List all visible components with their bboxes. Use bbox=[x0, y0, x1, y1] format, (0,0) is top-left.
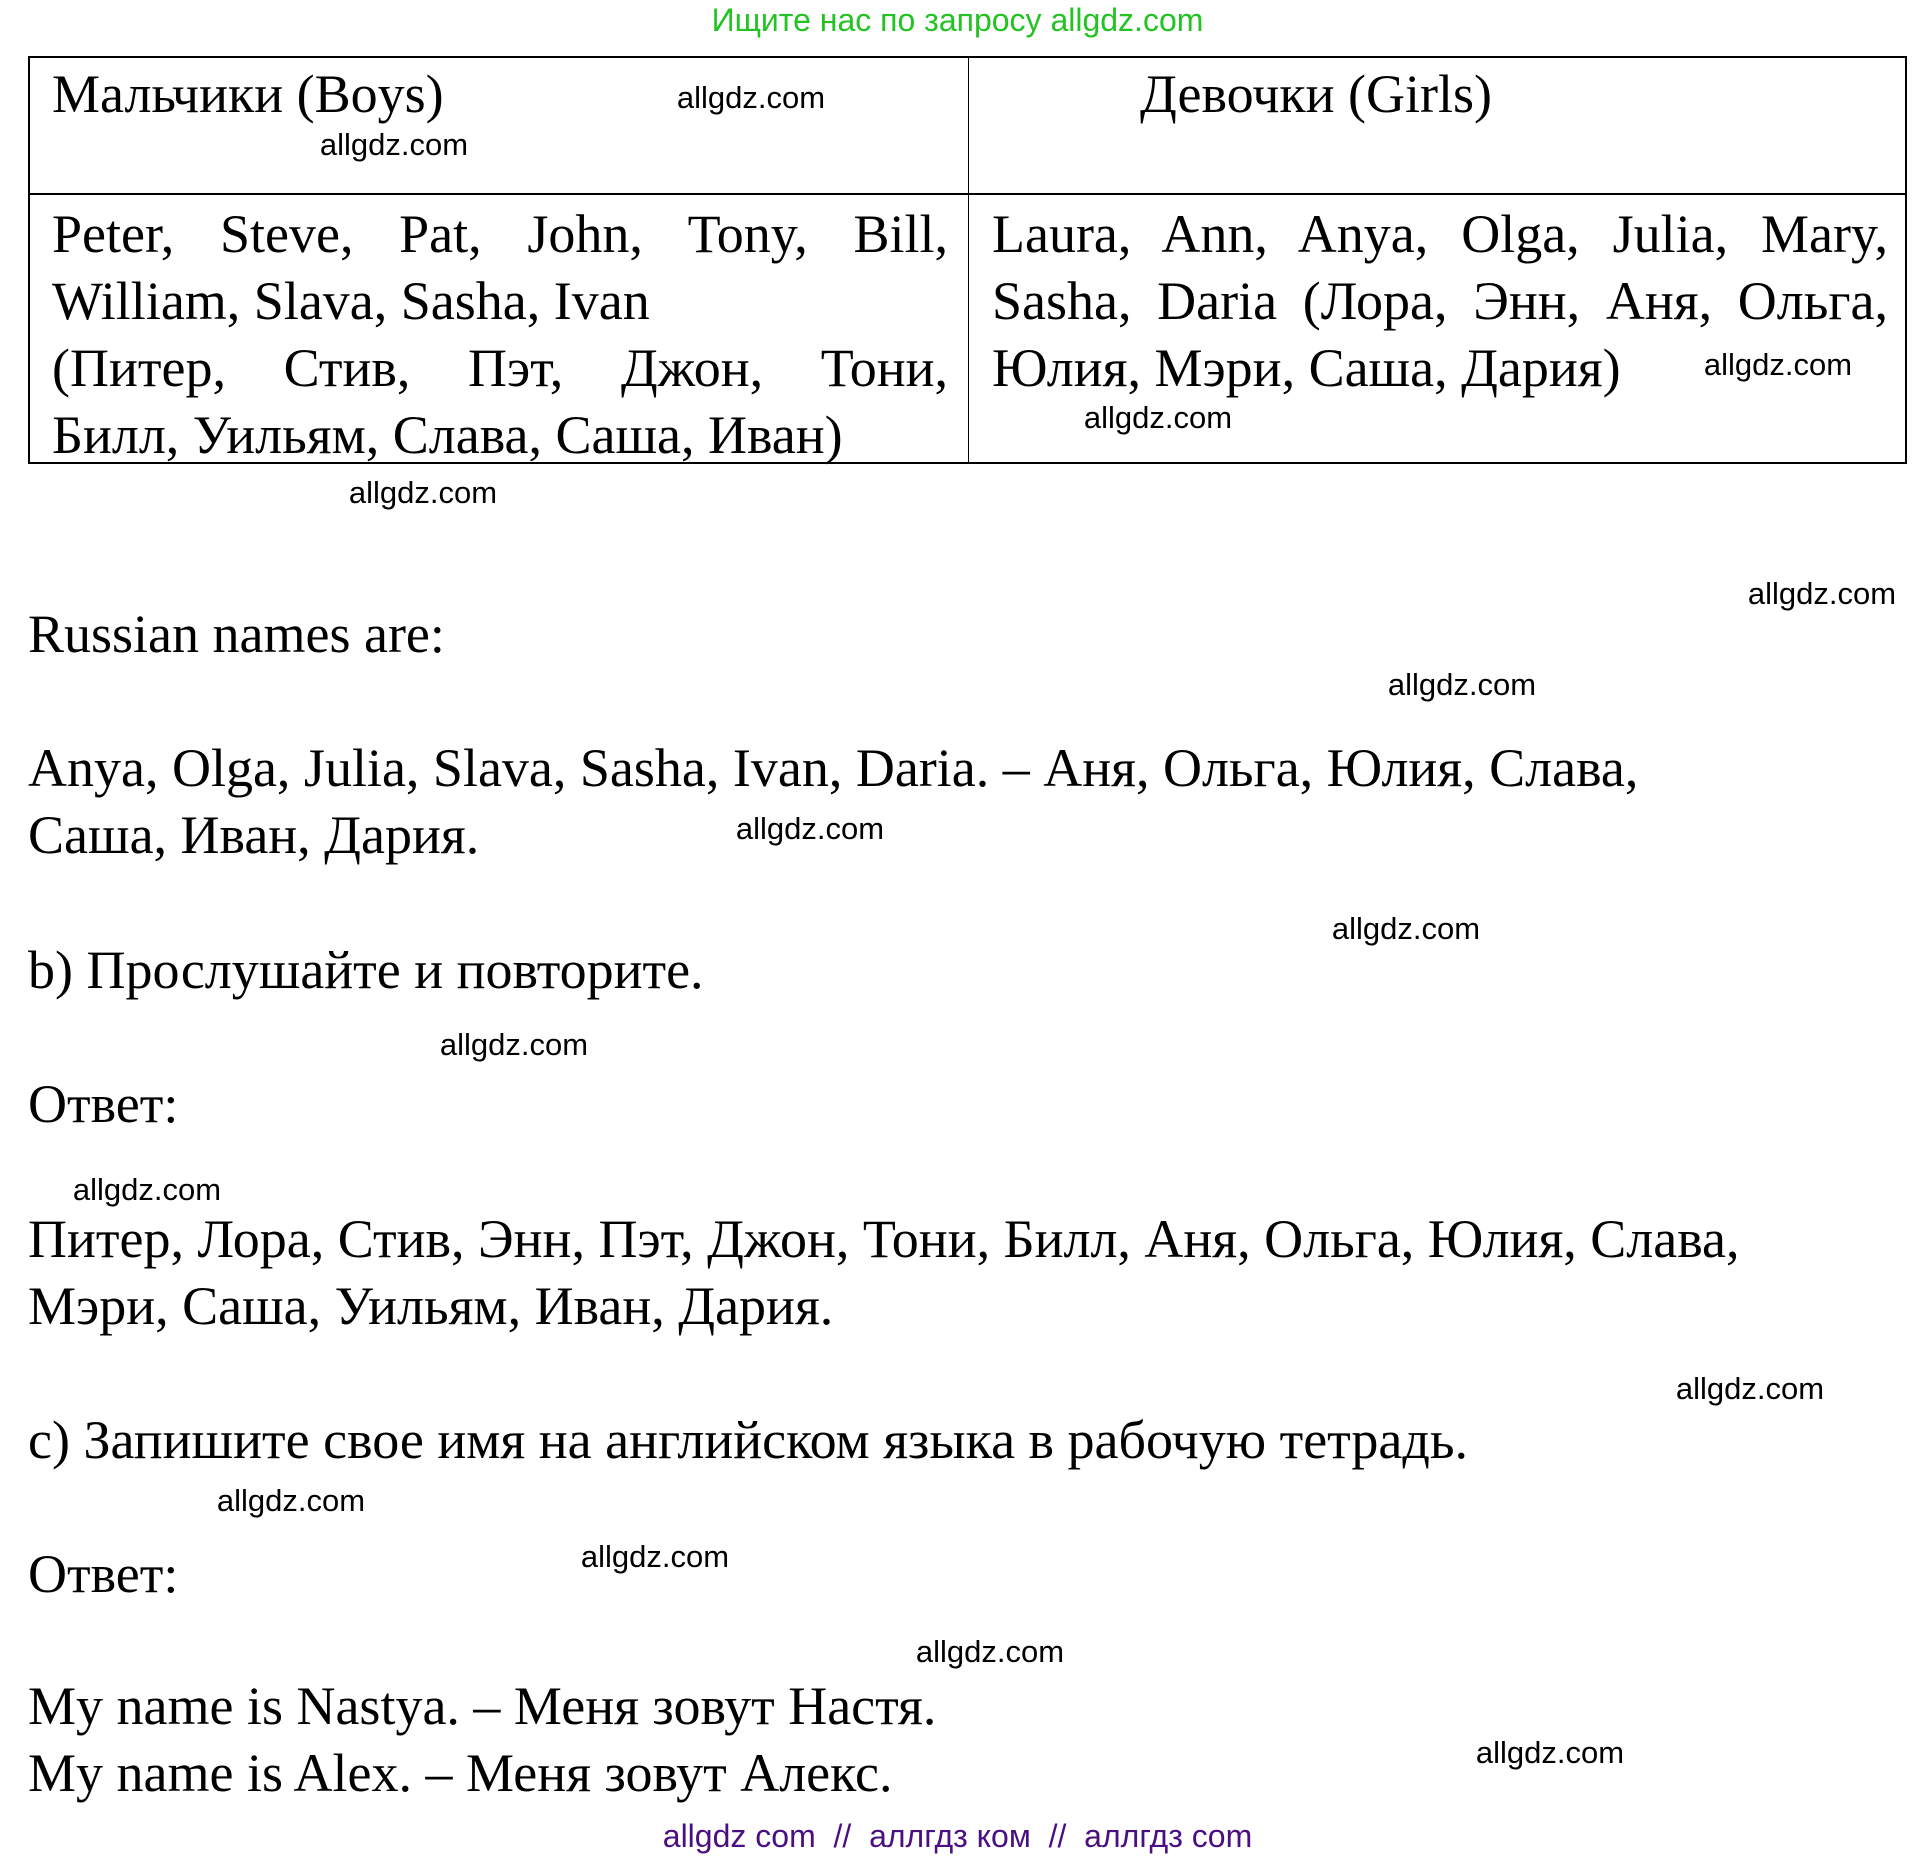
russian-names-heading: Russian names are: bbox=[28, 604, 445, 664]
top-banner: Ищите нас по запросу allgdz.com bbox=[711, 2, 1204, 38]
cell-line: Билл, Уильям, Слава, Саша, Иван) bbox=[52, 405, 843, 465]
names-table bbox=[28, 56, 1907, 464]
watermark: allgdz.com bbox=[1331, 911, 1481, 946]
watermark: allgdz.com bbox=[439, 1027, 589, 1062]
table-column-divider bbox=[968, 58, 969, 462]
boys-cell bbox=[52, 201, 948, 469]
watermark: allgdz.com bbox=[676, 80, 826, 115]
watermark: allgdz.com bbox=[580, 1539, 730, 1574]
watermark: allgdz.com bbox=[735, 811, 885, 846]
watermark: allgdz.com bbox=[1747, 576, 1897, 611]
watermark: allgdz.com bbox=[1083, 400, 1233, 435]
text-line: Саша, Иван, Дария. bbox=[28, 805, 480, 865]
watermark: allgdz.com bbox=[1703, 347, 1853, 382]
watermark: allgdz.com bbox=[1387, 667, 1537, 702]
watermark: allgdz.com bbox=[1675, 1371, 1825, 1406]
cell-line: Юлия, Мэри, Саша, Дария) bbox=[992, 338, 1621, 398]
girls-header: Девочки (Girls) bbox=[1140, 64, 1492, 124]
cell-line: William, Slava, Sasha, Ivan bbox=[52, 271, 650, 331]
text-line: Anya, Olga, Julia, Slava, Sasha, Ivan, Daria. – Аня, Ольга, Юлия, Слава, bbox=[28, 738, 1639, 798]
watermark: allgdz.com bbox=[72, 1172, 222, 1207]
footer-watermark: allgdz com // аллгдз ком // аллгдз com bbox=[662, 1818, 1253, 1854]
cell-line: Laura, Ann, Anya, Olga, Julia, Mary, bbox=[992, 204, 1888, 264]
watermark: allgdz.com bbox=[1475, 1735, 1625, 1770]
task-c: c) Запишите свое имя на английском языка в рабочую тетрадь. bbox=[28, 1410, 1468, 1470]
answer-c-text bbox=[28, 1673, 936, 1807]
watermark: allgdz.com bbox=[216, 1483, 366, 1518]
text-line: Питер, Лора, Стив, Энн, Пэт, Джон, Тони, Билл, Аня, Ольга, Юлия, Слава, bbox=[28, 1209, 1740, 1269]
answer-c-label: Ответ: bbox=[28, 1544, 179, 1604]
russian-names-list bbox=[28, 735, 1638, 869]
watermark: allgdz.com bbox=[319, 127, 469, 162]
cell-line: (Питер, Стив, Пэт, Джон, Тони, bbox=[52, 338, 948, 398]
watermark: allgdz.com bbox=[348, 475, 498, 510]
text-line: Мэри, Саша, Уильям, Иван, Дария. bbox=[28, 1276, 834, 1336]
watermark: allgdz.com bbox=[915, 1634, 1065, 1669]
task-b: b) Прослушайте и повторите. bbox=[28, 940, 704, 1000]
boys-header: Мальчики (Boys) bbox=[52, 64, 444, 124]
text-line: My name is Alex. – Меня зовут Алекс. bbox=[28, 1743, 893, 1803]
text-line: My name is Nastya. – Меня зовут Настя. bbox=[28, 1676, 937, 1736]
cell-line: Sasha, Daria (Лора, Энн, Аня, Ольга, bbox=[992, 271, 1888, 331]
answer-b-label: Ответ: bbox=[28, 1074, 179, 1134]
answer-b-text bbox=[28, 1206, 1739, 1340]
cell-line: Peter, Steve, Pat, John, Tony, Bill, bbox=[52, 204, 948, 264]
